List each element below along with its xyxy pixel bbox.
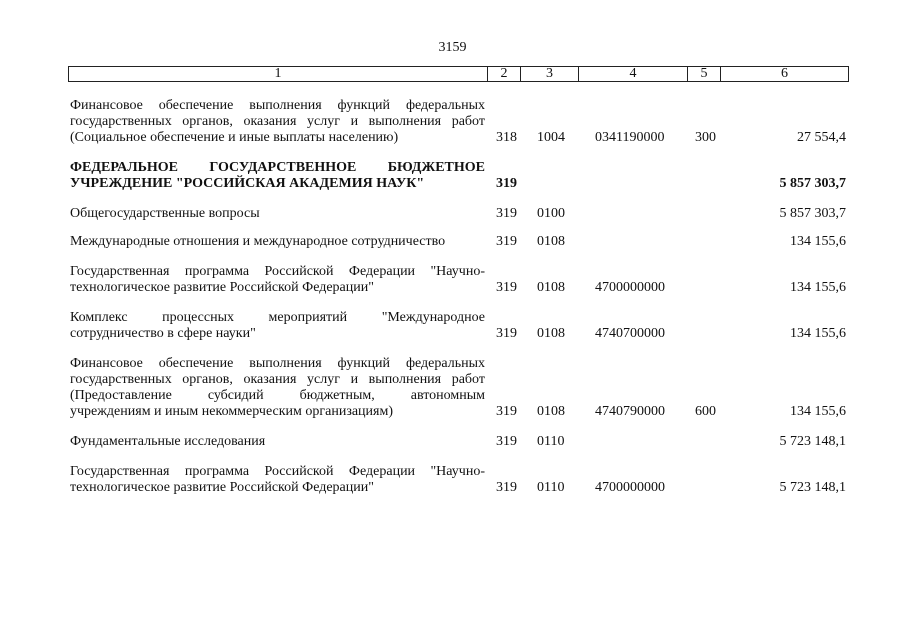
row-ved: 319 bbox=[496, 326, 517, 341]
row-amount: 5 857 303,7 bbox=[779, 206, 846, 221]
header-col-2: 2 bbox=[488, 67, 521, 81]
row-ved: 319 bbox=[496, 176, 517, 191]
row-name-line: (Предоставление субсидий бюджетным, автономным bbox=[70, 388, 485, 403]
row-section: 0108 bbox=[537, 326, 565, 341]
row-target-code: 4740700000 bbox=[595, 326, 665, 341]
table-row bbox=[70, 234, 850, 250]
row-section: 0100 bbox=[537, 206, 565, 221]
header-col-5: 5 bbox=[688, 67, 721, 81]
row-amount: 5 723 148,1 bbox=[779, 434, 846, 449]
row-name bbox=[70, 310, 485, 342]
row-amount: 134 155,6 bbox=[790, 234, 846, 249]
row-name-line: Международные отношения и международное сотрудничество bbox=[70, 234, 446, 249]
row-ved: 319 bbox=[496, 434, 517, 449]
row-name-line: технологическое развитие Российской Федерации" bbox=[70, 480, 374, 495]
row-ved: 319 bbox=[496, 480, 517, 495]
row-name-line: государственных органов, оказания услуг и выполнения работ bbox=[70, 114, 485, 129]
row-expense-type: 300 bbox=[695, 130, 716, 145]
table-row bbox=[70, 434, 850, 450]
row-name bbox=[70, 264, 485, 296]
row-target-code: 0341190000 bbox=[595, 130, 665, 145]
row-name bbox=[70, 356, 485, 420]
row-section: 1004 bbox=[537, 130, 565, 145]
table-body bbox=[70, 98, 850, 496]
table-row bbox=[70, 310, 850, 342]
row-amount: 134 155,6 bbox=[790, 404, 846, 419]
row-section: 0110 bbox=[537, 480, 565, 495]
row-name-line: Государственная программа Российской Федерации "Научно- bbox=[70, 464, 485, 479]
table-row bbox=[70, 464, 850, 496]
row-name-line: Комплекс процессных мероприятий "Международное bbox=[70, 310, 485, 325]
row-ved: 319 bbox=[496, 234, 517, 249]
row-ved: 318 bbox=[496, 130, 517, 145]
row-target-code: 4700000000 bbox=[595, 280, 665, 295]
row-name-line: государственных органов, оказания услуг и выполнения работ bbox=[70, 372, 485, 387]
row-name bbox=[70, 434, 485, 450]
row-name-line: Финансовое обеспечение выполнения функций федеральных bbox=[70, 356, 485, 371]
page-number: 3159 bbox=[438, 40, 467, 55]
row-name bbox=[70, 464, 485, 496]
row-name-line: Фундаментальные исследования bbox=[70, 434, 266, 449]
row-name bbox=[70, 160, 485, 192]
table-row bbox=[70, 160, 850, 192]
header-col-4: 4 bbox=[579, 67, 688, 81]
row-name-line: ФЕДЕРАЛЬНОЕ ГОСУДАРСТВЕННОЕ БЮДЖЕТНОЕ bbox=[70, 160, 485, 175]
table-row bbox=[70, 98, 850, 146]
row-section: 0110 bbox=[537, 434, 565, 449]
row-name-line: (Социальное обеспечение и иные выплаты населению) bbox=[70, 130, 399, 145]
row-name-line: технологическое развитие Российской Федерации" bbox=[70, 280, 374, 295]
row-ved: 319 bbox=[496, 206, 517, 221]
row-name bbox=[70, 98, 485, 146]
row-ved: 319 bbox=[496, 280, 517, 295]
row-amount: 134 155,6 bbox=[790, 280, 846, 295]
row-expense-type: 600 bbox=[695, 404, 716, 419]
table-row bbox=[70, 264, 850, 296]
row-name-line: учреждениям и иным некоммерческим организациям) bbox=[70, 404, 394, 419]
row-amount: 134 155,6 bbox=[790, 326, 846, 341]
row-name-line: Общегосударственные вопросы bbox=[70, 206, 260, 221]
row-name bbox=[70, 234, 485, 250]
row-ved: 319 bbox=[496, 404, 517, 419]
table-row bbox=[70, 206, 850, 222]
row-target-code: 4740790000 bbox=[595, 404, 665, 419]
row-name-line: Финансовое обеспечение выполнения функций федеральных bbox=[70, 98, 485, 113]
row-target-code: 4700000000 bbox=[595, 480, 665, 495]
row-section: 0108 bbox=[537, 280, 565, 295]
row-section: 0108 bbox=[537, 234, 565, 249]
row-name bbox=[70, 206, 485, 222]
row-amount: 5 857 303,7 bbox=[779, 176, 846, 191]
row-amount: 5 723 148,1 bbox=[779, 480, 846, 495]
row-name-line: УЧРЕЖДЕНИЕ "РОССИЙСКАЯ АКАДЕМИЯ НАУК" bbox=[70, 176, 425, 191]
row-amount: 27 554,4 bbox=[797, 130, 846, 145]
row-section: 0108 bbox=[537, 404, 565, 419]
header-col-6: 6 bbox=[781, 66, 788, 81]
row-name-line: сотрудничество в сфере науки" bbox=[70, 326, 256, 341]
header-col-3: 3 bbox=[521, 67, 579, 81]
table-header bbox=[68, 66, 849, 82]
header-col-1: 1 bbox=[69, 67, 488, 81]
table-row bbox=[70, 356, 850, 420]
row-name-line: Государственная программа Российской Федерации "Научно- bbox=[70, 264, 485, 279]
